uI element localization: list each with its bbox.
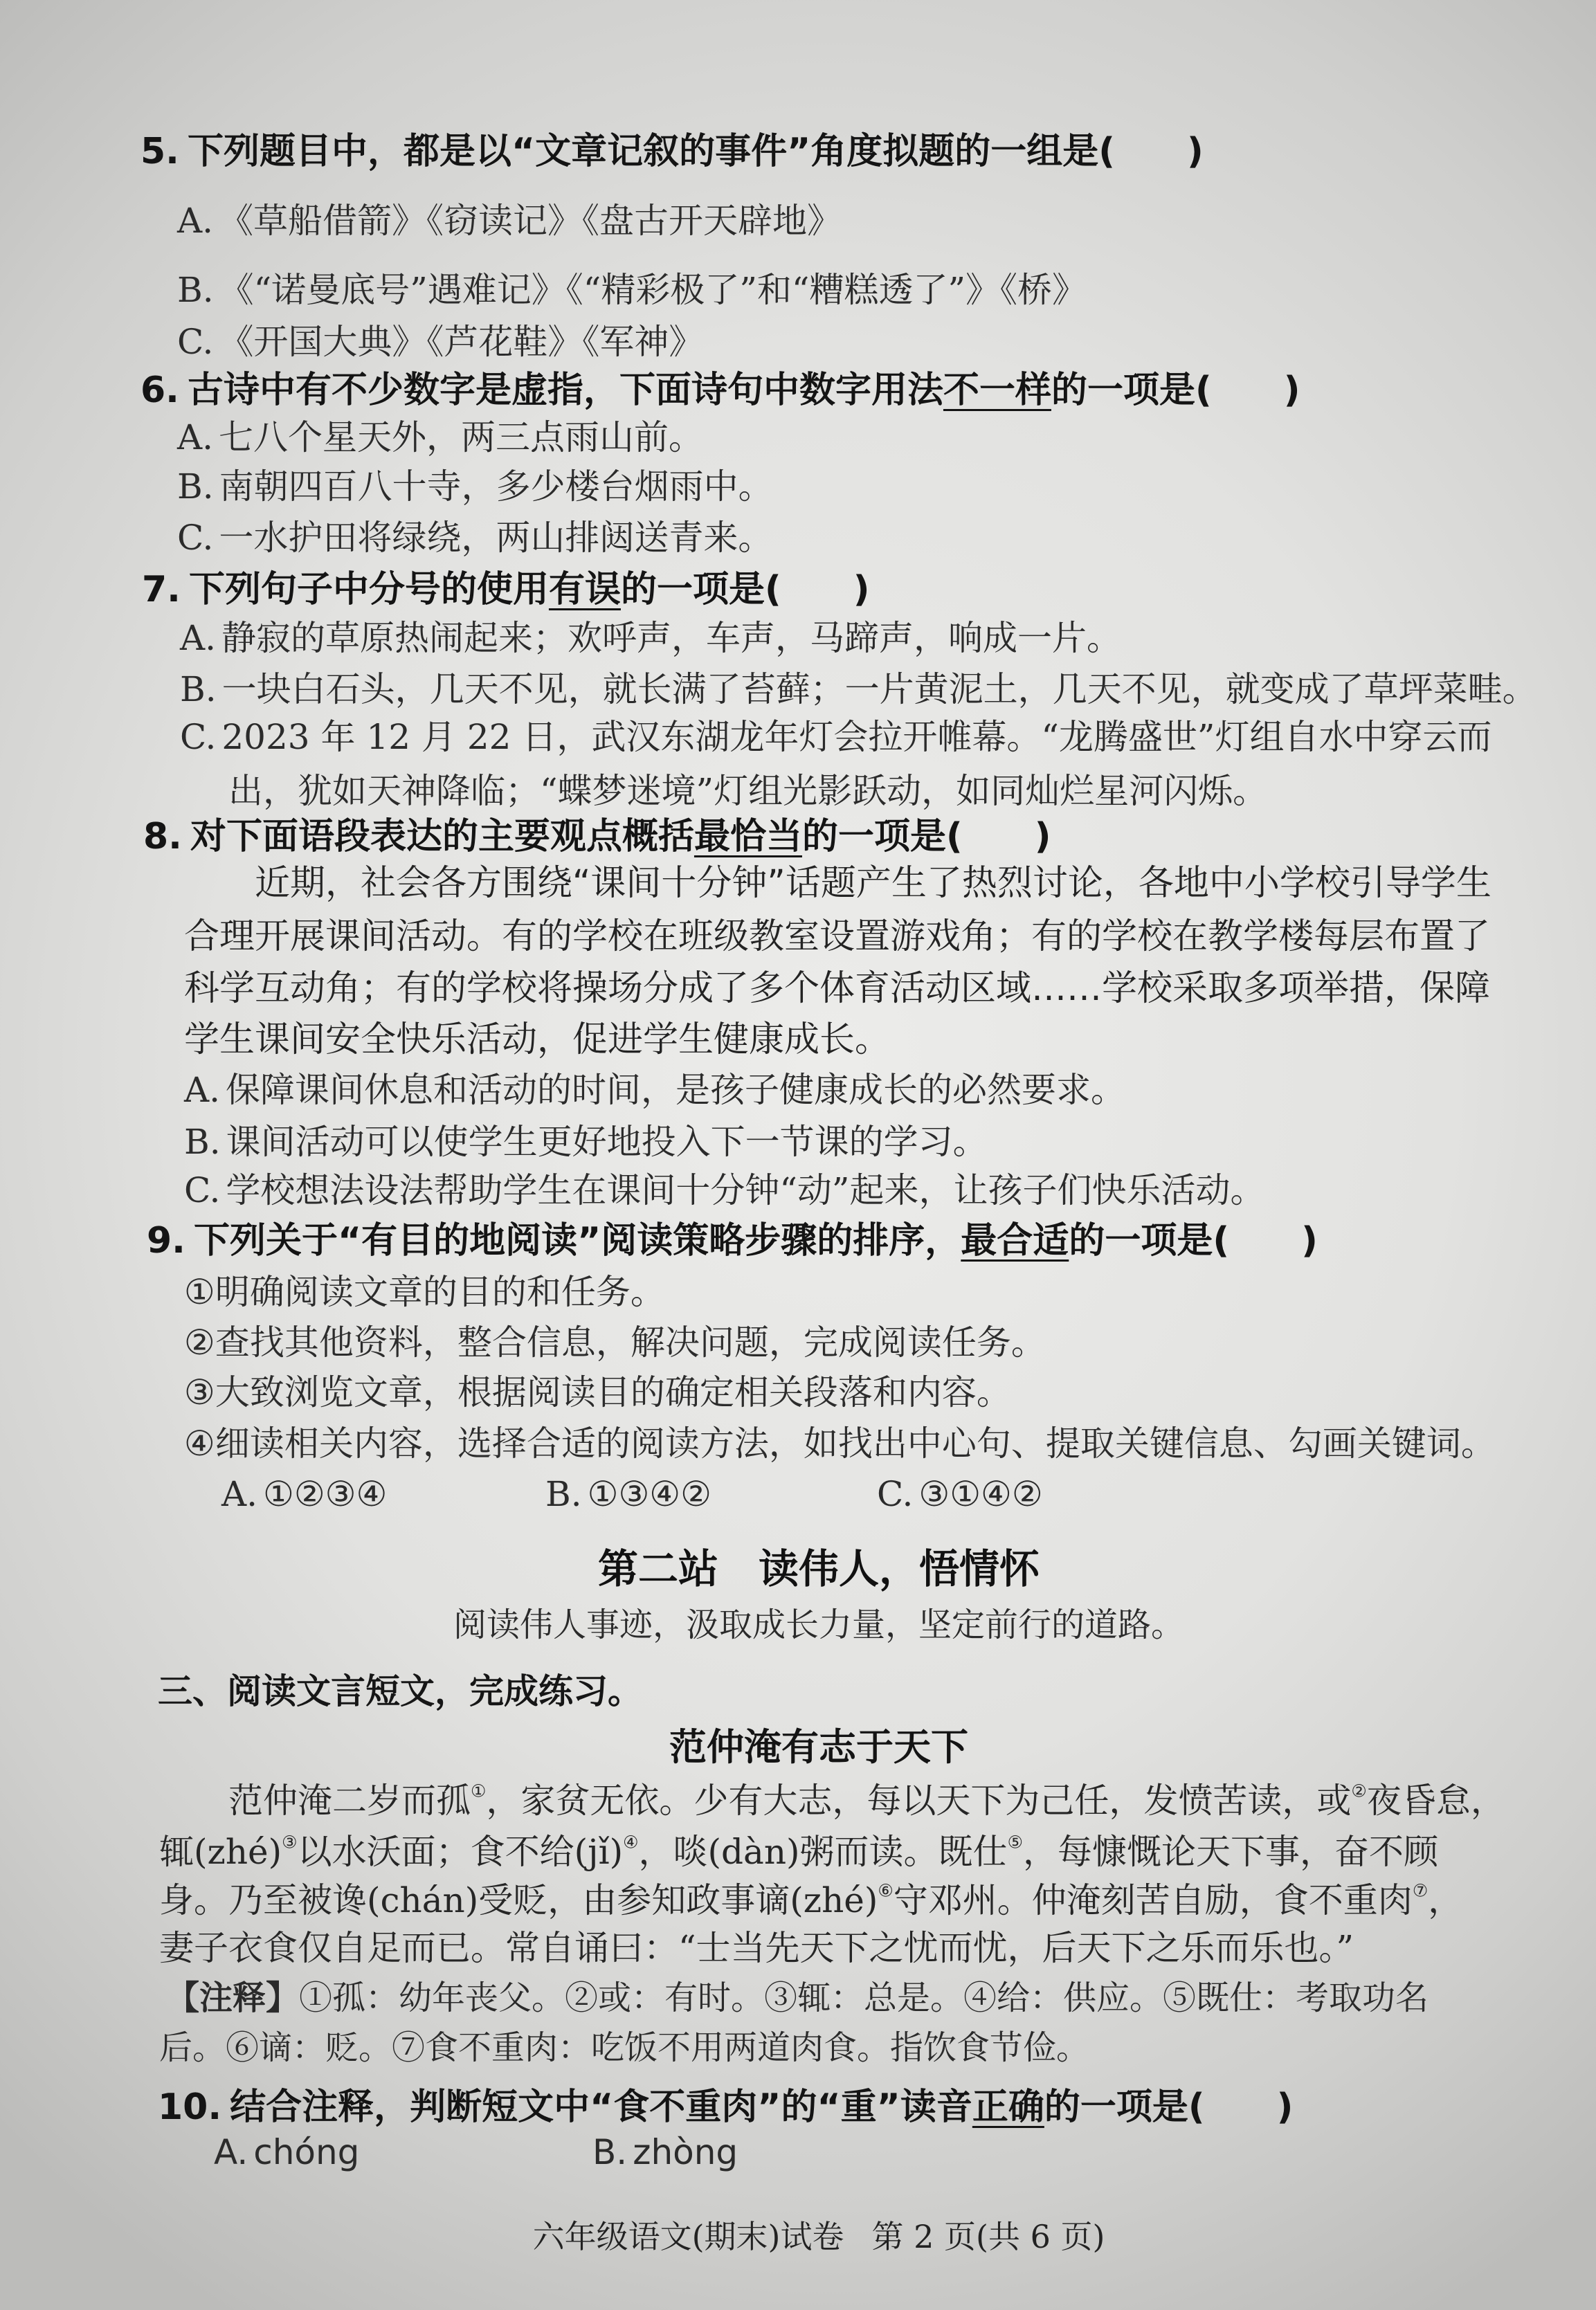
- question-number: 9.: [147, 1220, 185, 1262]
- passage-line: [159, 1831, 1438, 1873]
- option-text: 学校想法设法帮助学生在课间十分钟“动”起来，让孩子们快乐活动。: [226, 1170, 1265, 1210]
- option-text: ①②③④: [263, 1474, 388, 1514]
- footnote-marker: ⑦: [1412, 1880, 1429, 1901]
- passage-title: 范仲淹有志于天下: [669, 1725, 968, 1769]
- question-number: 10.: [158, 2086, 222, 2128]
- question-6-stem: [140, 370, 1300, 411]
- question-9-step-3: ③大致浏览文章，根据阅读目的确定相关段落和内容。: [184, 1372, 1011, 1412]
- question-number: 5.: [140, 131, 179, 172]
- footnote-marker: ④: [623, 1832, 639, 1853]
- passage-line: [159, 1927, 1354, 1969]
- option-label: A.: [177, 417, 214, 457]
- question-9-stem: [147, 1220, 1318, 1262]
- passage-text: 以水沃面；食不给(jǐ): [297, 1832, 624, 1872]
- option-text: ①③④②: [587, 1474, 711, 1514]
- footnote-marker: ①: [471, 1781, 487, 1801]
- passage-text: 辄(zhé): [159, 1832, 282, 1872]
- footnote-marker: ⑤: [1007, 1832, 1023, 1853]
- question-8-passage-line: 科学互动角；有的学校将操场分成了多个体育活动区域……学校采取多项举措，保障: [184, 968, 1491, 1009]
- part-3-heading: 三、阅读文言短文，完成练习。: [158, 1671, 642, 1711]
- question-7-option-c: [180, 716, 1491, 758]
- option-label: B.: [545, 1474, 582, 1514]
- stem-emphasis: 不一样: [943, 370, 1051, 411]
- stem-emphasis: 正确: [972, 2086, 1044, 2128]
- footnote-marker: ⑥: [878, 1880, 894, 1901]
- option-label: A.: [221, 1474, 258, 1514]
- option-label: C.: [184, 1170, 221, 1210]
- question-8-passage-line: 学生课间安全快乐活动，促进学生健康成长。: [184, 1019, 891, 1060]
- option-text: 2023 年 12 月 22 日，武汉东湖龙年灯会拉开帷幕。“龙腾盛世”灯组自水中穿云而: [221, 717, 1492, 757]
- page-footer: [42, 2216, 1596, 2257]
- option-text: 静寂的草原热闹起来；欢呼声，车声，马蹄声，响成一片。: [221, 618, 1122, 658]
- question-7-option-c-continued: [228, 770, 1267, 812]
- question-7-stem: [142, 569, 870, 610]
- question-10-stem: [158, 2086, 1293, 2128]
- option-label: B.: [180, 669, 217, 709]
- question-6-option-b: [177, 466, 773, 507]
- option-label: B.: [592, 2132, 628, 2172]
- passage-text: ，啖(dàn)粥而读。既仕: [638, 1832, 1008, 1872]
- option-text: ③①④②: [918, 1474, 1043, 1514]
- section-theme: 读伟人，悟情怀: [759, 1545, 1040, 1592]
- passage-text: ，每慷慨论天下事，奋不顾: [1022, 1832, 1438, 1872]
- section-station: 第二站: [597, 1545, 718, 1592]
- stem-emphasis: 最合适: [961, 1220, 1069, 1262]
- stem-text: 下列关于“有目的地阅读”阅读策略步骤的排序，: [193, 1220, 961, 1262]
- question-10-option-b: [592, 2131, 738, 2173]
- option-label: A.: [184, 1070, 221, 1110]
- question-8-option-a: [184, 1069, 1125, 1111]
- option-text: 《草船借箭》《窃读记》《盘古开天辟地》: [219, 201, 842, 241]
- question-number: 8.: [143, 816, 182, 857]
- footer-page-number: 第 2 页(共 6 页): [871, 2218, 1105, 2255]
- passage-line: [228, 1780, 1505, 1821]
- option-label: C.: [177, 322, 214, 362]
- option-text: 一水护田将绿绕，两山排闼送青来。: [219, 518, 773, 558]
- option-text: 出，犹如天神降临；“蝶梦迷境”灯组光影跃动，如同灿烂星河闪烁。: [228, 771, 1268, 811]
- option-text: 保障课间休息和活动的时间，是孩子健康成长的必然要求。: [226, 1070, 1126, 1110]
- question-7-option-b: [180, 669, 1537, 710]
- footnote-marker: ③: [282, 1832, 298, 1853]
- stem-text: 结合注释，判断短文中“食不重肉”的“重”读音: [230, 2086, 972, 2128]
- option-text: chóng: [253, 2132, 360, 2172]
- footer-title: 六年级语文(期末)试卷: [532, 2218, 844, 2255]
- stem-emphasis: 有误: [548, 569, 621, 610]
- option-text: 《“诺曼底号”遇难记》《“精彩极了”和“糟糕透了”》《桥》: [219, 270, 1087, 310]
- question-5-option-a: [177, 200, 842, 242]
- passage-text: 身。乃至被谗(chán)受贬，由参知政事谪(zhé): [159, 1880, 878, 1920]
- notes-line: [159, 2027, 1089, 2068]
- option-text: 南朝四百八十寺，多少楼台烟雨中。: [219, 466, 773, 507]
- option-label: A.: [177, 201, 214, 241]
- passage-text: 守邓州。仲淹刻苦自励，食不重肉: [893, 1880, 1413, 1920]
- question-8-option-b: [184, 1121, 988, 1163]
- stem-text: 下列题目中，都是以“文章记叙的事件”角度拟题的一组是( ): [187, 131, 1204, 172]
- option-label: A.: [214, 2132, 248, 2172]
- stem-text: 的一项是( ): [620, 569, 870, 610]
- question-5-option-b: [177, 269, 1087, 311]
- question-9-step-2: ②查找其他资料，整合信息，解决问题，完成阅读任务。: [184, 1322, 1046, 1363]
- section-title: [42, 1545, 1596, 1593]
- option-text: 课间活动可以使学生更好地投入下一节课的学习。: [226, 1122, 988, 1162]
- passage-text: 范仲淹二岁而孤: [228, 1781, 471, 1821]
- notes-label: 【注释】: [166, 1979, 300, 2017]
- footnote-marker: ②: [1351, 1781, 1367, 1801]
- option-label: C.: [180, 717, 217, 757]
- option-label: B.: [177, 466, 214, 507]
- option-label: B.: [177, 270, 214, 310]
- question-10-option-a: [214, 2131, 359, 2173]
- stem-text: 对下面语段表达的主要观点概括: [190, 816, 694, 857]
- passage-text: 妻子衣食仅自足而已。常自诵曰：“士当先天下之忧而忧，后天下之乐而乐也。”: [159, 1928, 1354, 1968]
- question-9-option-b: [545, 1473, 711, 1515]
- question-8-stem: [143, 816, 1051, 857]
- option-label: A.: [180, 618, 217, 658]
- question-9-option-a: [221, 1473, 387, 1515]
- question-7-option-a: [180, 617, 1121, 659]
- question-8-option-c: [184, 1170, 1265, 1211]
- notes-text: 后。⑥谪：贬。⑦食不重肉：吃饭不用两道肉食。指饮食节俭。: [159, 2028, 1090, 2067]
- stem-text: 的一项是( ): [1051, 370, 1300, 411]
- question-6-option-a: [177, 417, 703, 458]
- question-5-option-c: [177, 321, 703, 363]
- question-number: 6.: [140, 370, 179, 411]
- question-9-step-4: ④细读相关内容，选择合适的阅读方法，如找出中心句、提取关键信息、勾画关键词。: [184, 1424, 1496, 1464]
- option-text: 七八个星天外，两三点雨山前。: [219, 417, 704, 457]
- option-label: C.: [877, 1474, 914, 1514]
- question-5-stem: [140, 131, 1204, 172]
- question-6-option-c: [177, 517, 772, 558]
- question-number: 7.: [142, 569, 181, 610]
- passage-text: ，家贫无依。少有大志，每以天下为己任，发愤苦读，或: [486, 1781, 1352, 1821]
- stem-text: 的一项是( ): [1044, 2086, 1294, 2128]
- passage-line: [159, 1880, 1462, 1921]
- question-9-option-c: [877, 1473, 1043, 1515]
- option-label: C.: [177, 518, 214, 558]
- option-text: 一块白石头，几天不见，就长满了苔藓；一片黄泥土，几天不见，就变成了草坪菜畦。: [221, 669, 1537, 709]
- question-8-passage-line: 合理开展课间活动。有的学校在班级教室设置游戏角；有的学校在教学楼每层布置了: [184, 916, 1491, 957]
- stem-emphasis: 最恰当: [693, 816, 802, 857]
- stem-text: 古诗中有不少数字是虚指，下面诗句中数字用法: [187, 370, 943, 411]
- option-text: 《开国大典》《芦花鞋》《军神》: [219, 322, 704, 362]
- option-text: zhòng: [633, 2132, 738, 2172]
- stem-text: 下列句子中分号的使用: [188, 569, 549, 610]
- passage-text: ，: [1428, 1880, 1463, 1920]
- stem-text: 的一项是( ): [801, 816, 1051, 857]
- notes-line: [166, 1977, 1429, 2019]
- section-subtitle: 阅读伟人事迹，汲取成长力量，坚定前行的道路。: [453, 1606, 1184, 1644]
- notes-text: ①孤：幼年丧父。②或：有时。③辄：总是。④给：供应。⑤既仕：考取功名: [299, 1979, 1429, 2017]
- question-8-passage-line: 近期，社会各方围绕“课间十分钟”话题产生了热烈讨论，各地中小学校引导学生: [255, 863, 1491, 904]
- question-9-step-1: ①明确阅读文章的目的和任务。: [184, 1272, 665, 1312]
- option-label: B.: [184, 1122, 221, 1162]
- stem-text: 的一项是( ): [1069, 1220, 1318, 1262]
- passage-text: 夜昏怠，: [1366, 1781, 1505, 1821]
